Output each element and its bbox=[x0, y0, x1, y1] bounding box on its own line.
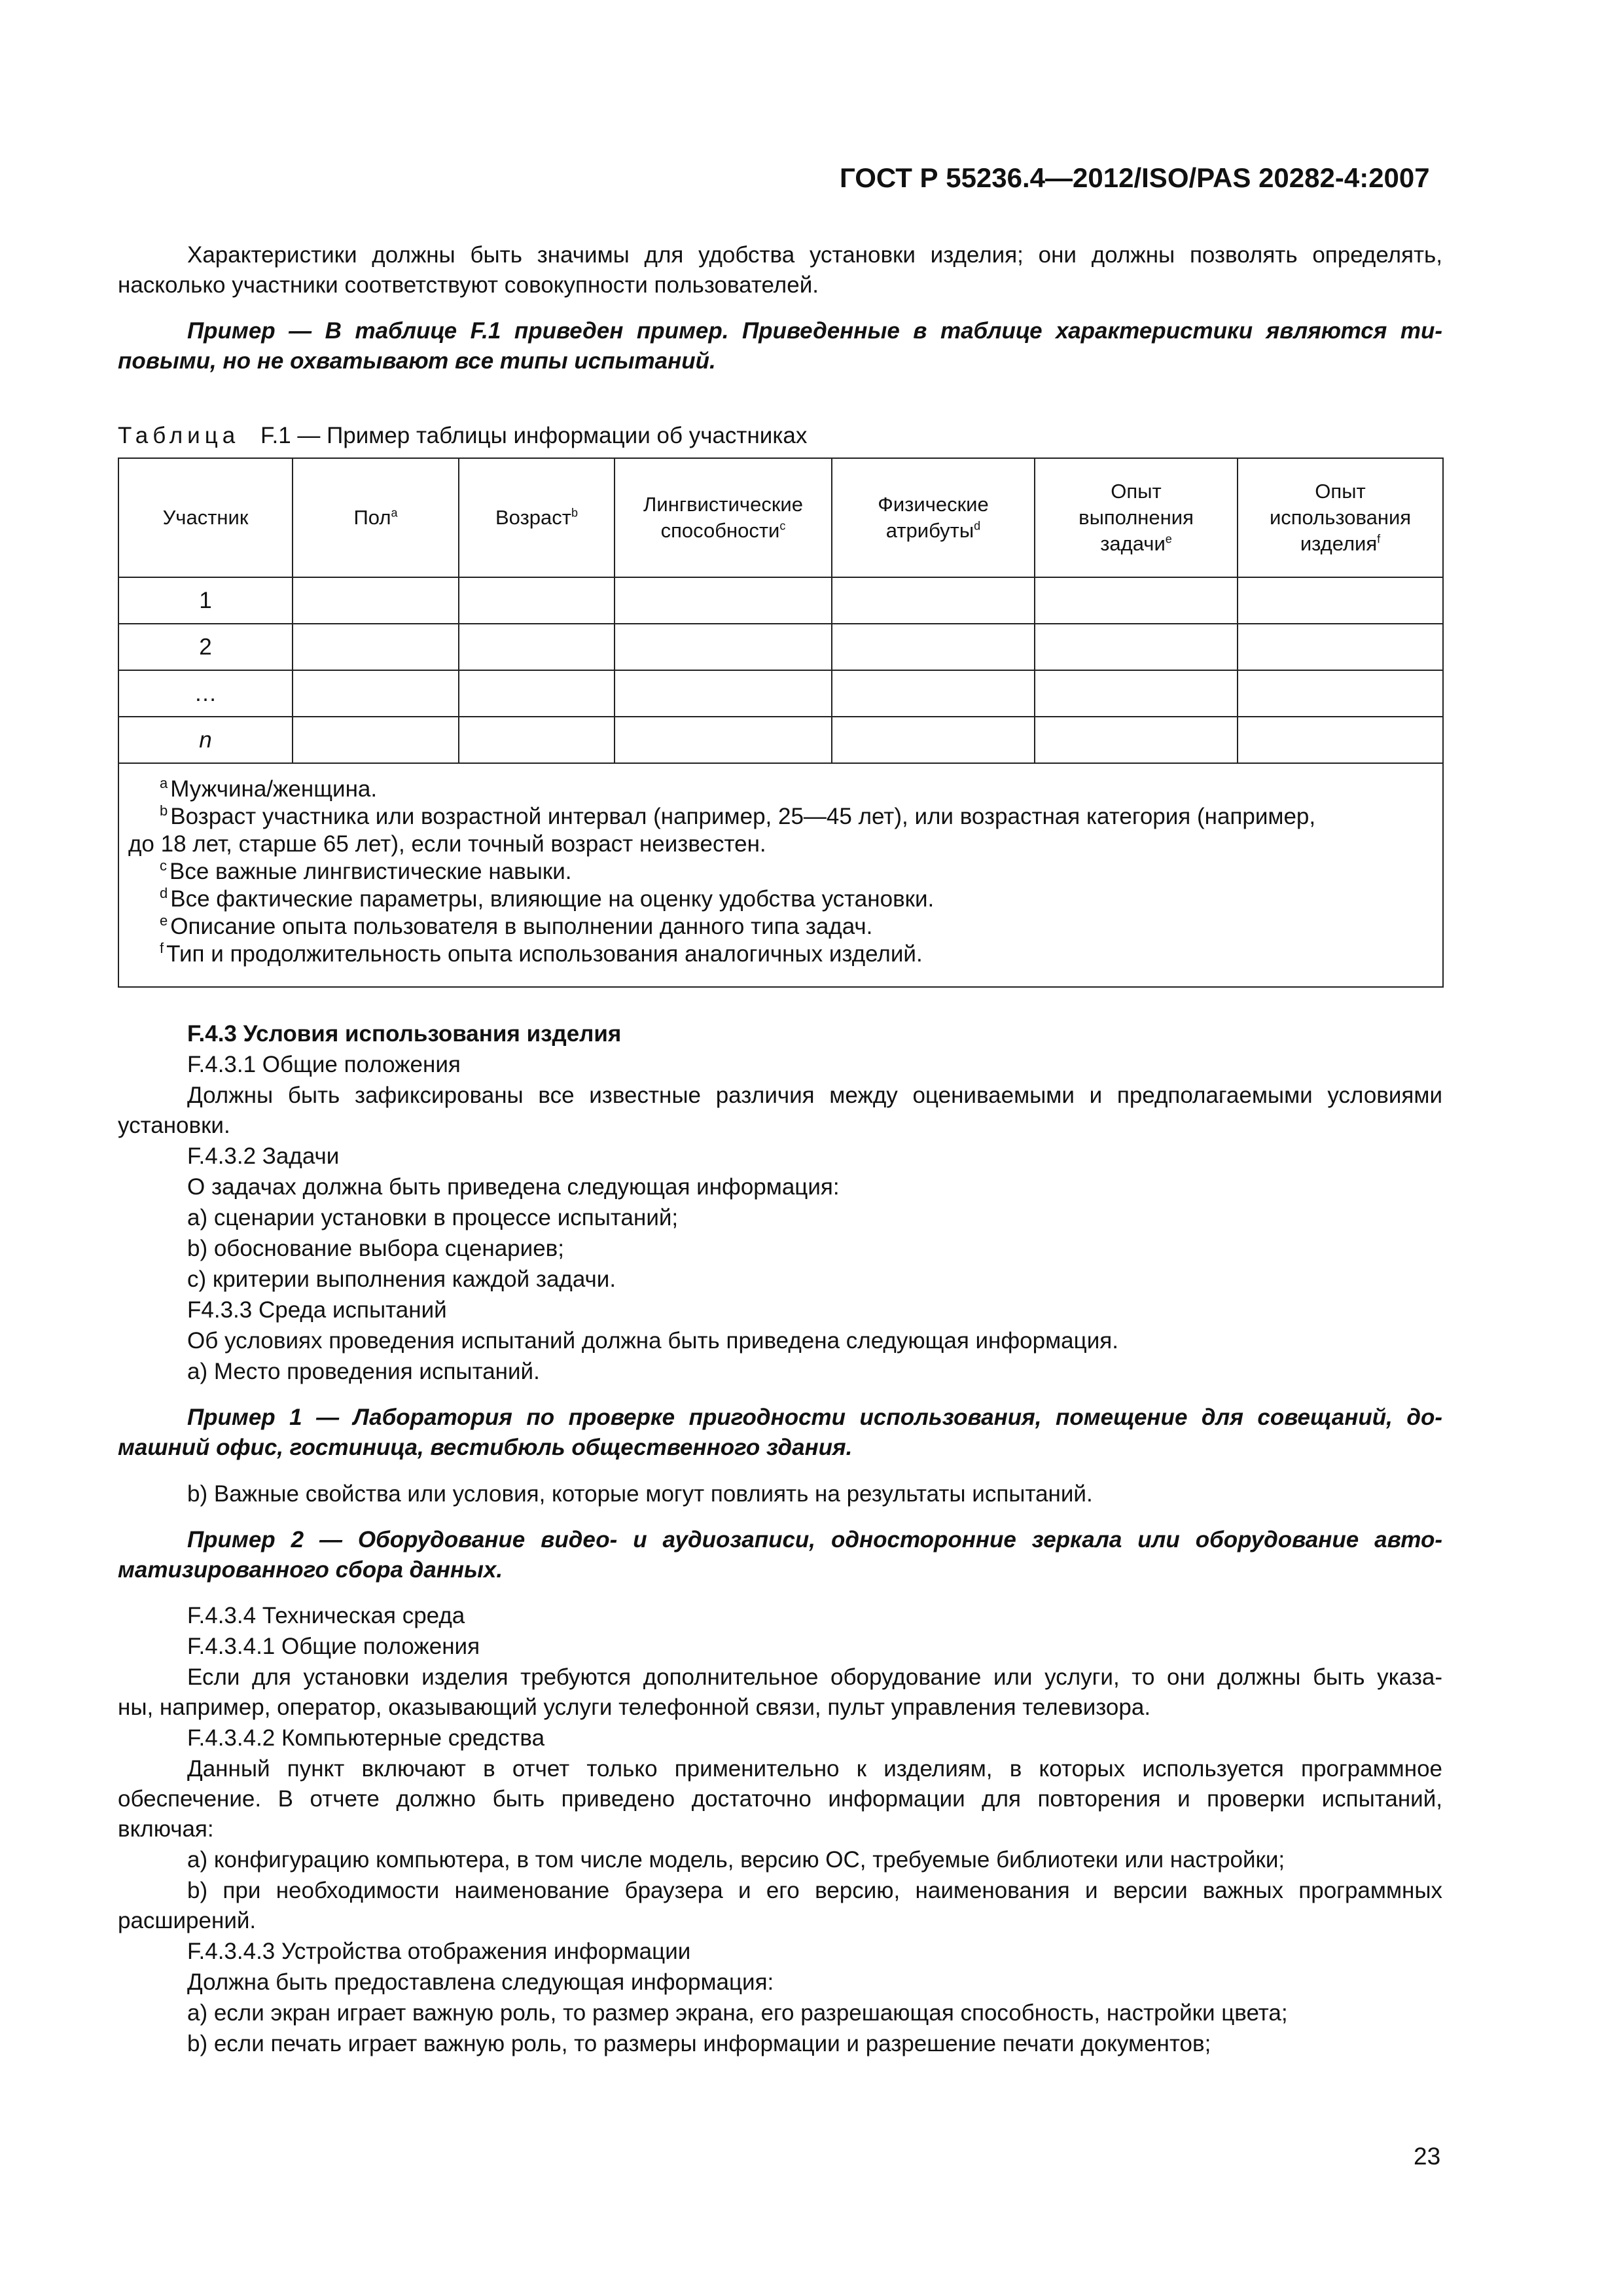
table-note: $^c$ Все важные лингвистические навыки. bbox=[160, 857, 572, 884]
paragraph-line: Данный пункт включают в отчет только применительно к изделиям, в которых используется программное bbox=[187, 1756, 1442, 1782]
example-2-line2: матизированного сбора данных. bbox=[118, 1557, 503, 1583]
table-row bbox=[118, 717, 1443, 763]
table-note: $^e$ Описание опыта пользователя в выполнении данного типа задач. bbox=[160, 912, 873, 939]
table-notes bbox=[118, 763, 1443, 987]
example-intro-line2: повыми, но не охватывают все типы испытаний. bbox=[118, 348, 716, 374]
table-header-row bbox=[118, 458, 1443, 577]
list-item: b) если печать играет важную роль, то размеры информации и разрешение печати документов; bbox=[187, 2031, 1211, 2056]
table-caption bbox=[118, 421, 807, 451]
table-caption-text: F.1 — Пример таблицы информации об участниках bbox=[260, 423, 808, 448]
list-item: a) Место проведения испытаний. bbox=[187, 1359, 540, 1384]
header-cell-task-experience: Опыт выполнения задачи$^e$ bbox=[1035, 458, 1238, 577]
header-cell-linguistic: Лингвистические способности$^c$ bbox=[615, 458, 832, 577]
table-row bbox=[118, 624, 1443, 670]
example-intro-line1: Пример — В таблице F.1 приведен пример. Приведенные в таблице характеристики являются ти- bbox=[187, 318, 1442, 344]
paragraph-line: Об условиях проведения испытаний должна быть приведена следующая информация. bbox=[187, 1328, 1118, 1354]
header-cell-product-experience: Опыт использования изделия$^f$ bbox=[1238, 458, 1443, 577]
section-heading-f43: F.4.3 Условия использования изделия bbox=[187, 1021, 622, 1047]
subsection-heading-f434: F.4.3.4 Техническая среда bbox=[187, 1603, 465, 1628]
paragraph-line: Должны быть зафиксированы все известные различия между оцениваемыми и предполагаемыми условиями bbox=[187, 1083, 1442, 1108]
list-item: a) сценарии установки в процессе испытаний; bbox=[187, 1205, 679, 1230]
paragraph-line: ны, например, оператор, оказывающий услуги телефонной связи, пульт управления телевизора. bbox=[118, 1695, 1151, 1720]
list-item-continuation: расширений. bbox=[118, 1908, 257, 1933]
subsection-heading-f4341: F.4.3.4.1 Общие положения bbox=[187, 1634, 480, 1659]
table-note: $^d$ Все фактические параметры, влияющие на оценку удобства установки. bbox=[160, 885, 935, 912]
table-row bbox=[118, 577, 1443, 624]
list-item: b) при необходимости наименование браузера и его версию, наименования и версии важных программных bbox=[187, 1878, 1442, 1903]
subsection-heading-f4342: F.4.3.4.2 Компьютерные средства bbox=[187, 1725, 545, 1751]
subsection-heading-f432: F.4.3.2 Задачи bbox=[187, 1143, 340, 1169]
participants-table bbox=[118, 457, 1444, 988]
header-cell-participant: Участник bbox=[118, 458, 293, 577]
intro-paragraph-line2: насколько участники соответствуют совокупности пользователей. bbox=[118, 272, 819, 298]
participant-cell: 1 bbox=[118, 577, 293, 624]
paragraph-line: включая: bbox=[118, 1816, 214, 1842]
participant-cell: n bbox=[118, 717, 293, 763]
header-cell-age: Возраст$^b$ bbox=[459, 458, 615, 577]
subsection-heading-f431: F.4.3.1 Общие положения bbox=[187, 1052, 461, 1077]
example-2-line1: Пример 2 — Оборудование видео- и аудиозаписи, односторонние зеркала или оборудование авто- bbox=[187, 1527, 1442, 1552]
example-1-line1: Пример 1 — Лаборатория по проверке пригодности использования, помещение для совещаний, до- bbox=[187, 1405, 1442, 1430]
table-note: $^a$ Мужчина/женщина. bbox=[160, 775, 378, 802]
paragraph-line: обеспечение. В отчете должно быть приведено достаточно информации для повторения и проверки испытаний, bbox=[118, 1786, 1442, 1812]
list-item: a) конфигурацию компьютера, в том числе модель, версию ОС, требуемые библиотеки или настройки; bbox=[187, 1847, 1285, 1873]
document-header: ГОСТ Р 55236.4—2012/ISO/PAS 20282-4:2007 bbox=[840, 162, 1430, 193]
table-row bbox=[118, 670, 1443, 717]
participant-cell: 2 bbox=[118, 624, 293, 670]
header-cell-physical: Физические атрибуты$^d$ bbox=[832, 458, 1035, 577]
subsection-heading-f4343: F.4.3.4.3 Устройства отображения информации bbox=[187, 1939, 691, 1964]
table-note: $^b$ Возраст участника или возрастной интервал (например, 25—45 лет), или возрастная категория (например, bbox=[160, 802, 1316, 829]
list-item: a) если экран играет важную роль, то размер экрана, его разрешающая способность, настройки цвета; bbox=[187, 2000, 1288, 2026]
table-notes-row bbox=[118, 763, 1443, 987]
paragraph-line: Должна быть предоставлена следующая информация: bbox=[187, 1969, 774, 1995]
header-cell-sex: Пол$^a$ bbox=[293, 458, 459, 577]
example-1-line2: машний офис, гостиница, вестибюль общественного здания. bbox=[118, 1435, 853, 1460]
table-caption-prefix: Таблица bbox=[118, 423, 240, 448]
intro-paragraph-line1: Характеристики должны быть значимы для удобства установки изделия; они должны позволять определять, bbox=[187, 242, 1442, 268]
paragraph-line: Если для установки изделия требуются дополнительное оборудование или услуги, то они должны быть указа- bbox=[187, 1664, 1442, 1690]
paragraph-line: установки. bbox=[118, 1113, 230, 1138]
list-item: c) критерии выполнения каждой задачи. bbox=[187, 1266, 616, 1292]
page-number: 23 bbox=[1414, 2143, 1441, 2170]
table-note: $^f$ Тип и продолжительность опыта использования аналогичных изделий. bbox=[160, 940, 923, 967]
subsection-heading-f433: F4.3.3 Среда испытаний bbox=[187, 1297, 447, 1323]
list-item: b) обоснование выбора сценариев; bbox=[187, 1236, 564, 1261]
table-note-continuation: до 18 лет, старше 65 лет), если точный возраст неизвестен. bbox=[128, 831, 766, 857]
participant-cell: … bbox=[118, 670, 293, 717]
list-item: b) Важные свойства или условия, которые могут повлиять на результаты испытаний. bbox=[187, 1481, 1093, 1507]
paragraph-line: О задачах должна быть приведена следующая информация: bbox=[187, 1174, 840, 1200]
